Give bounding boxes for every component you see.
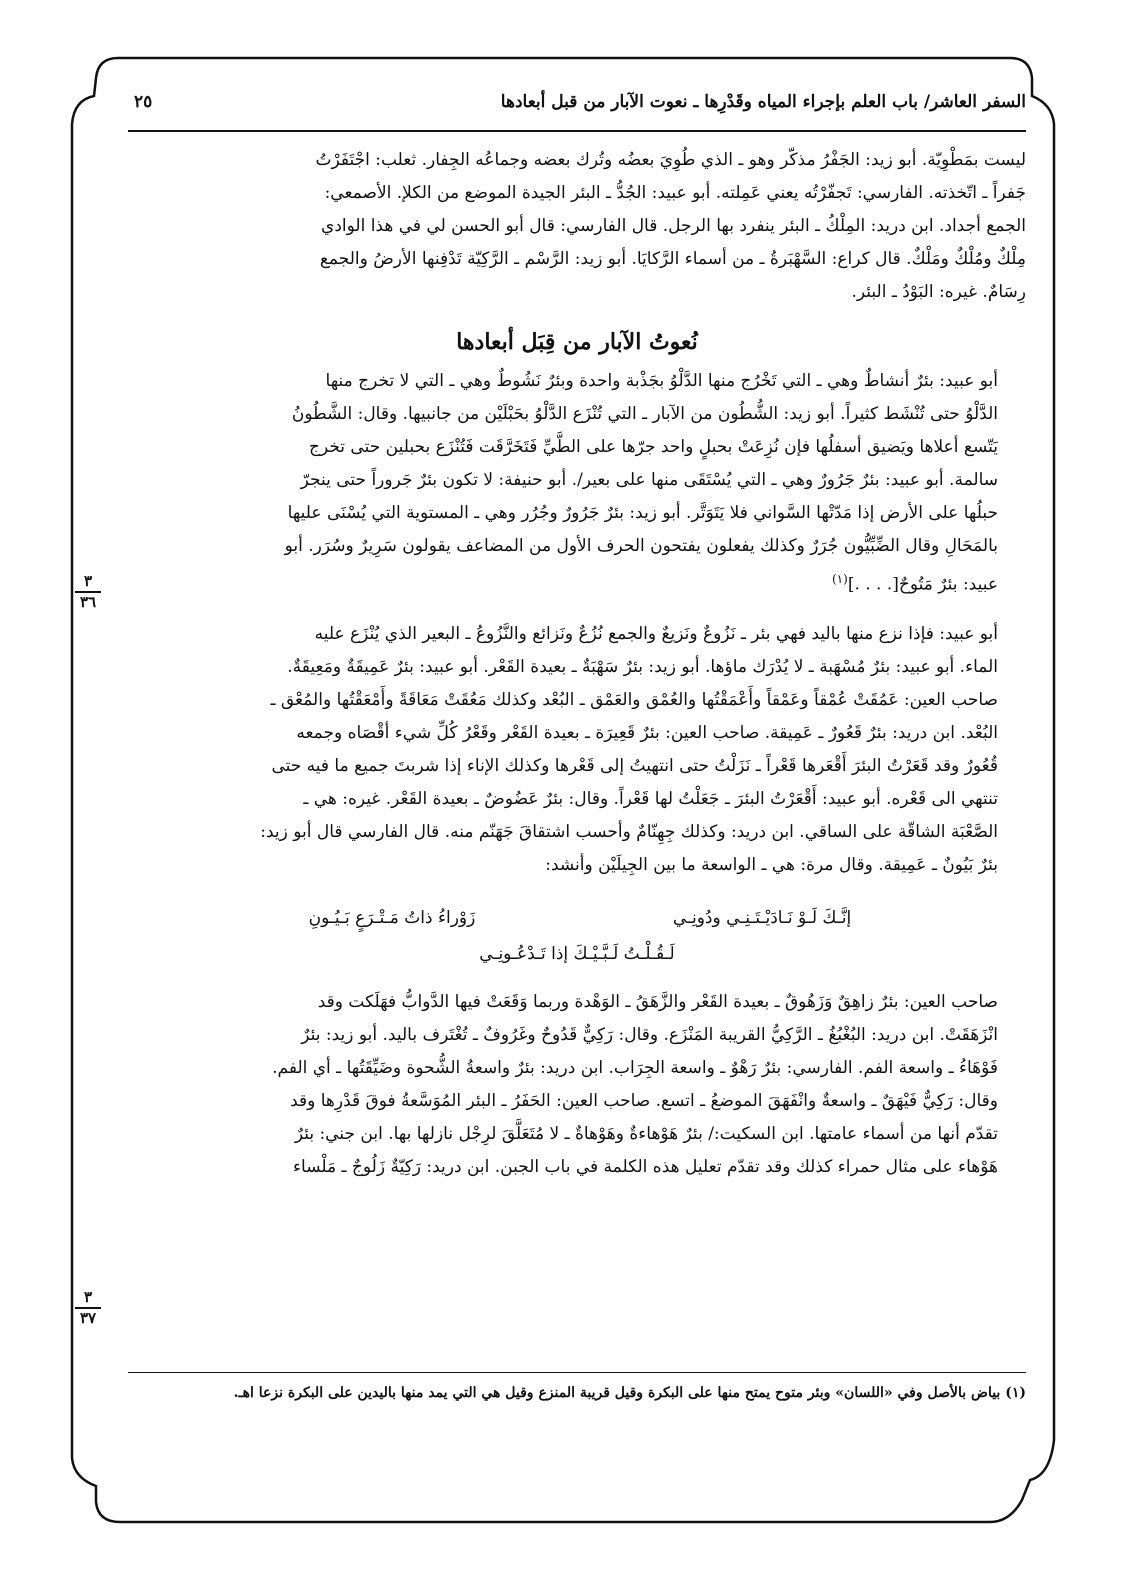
footnote <box>128 1385 1026 1401</box>
verse-hemistich-left: زَوْراءُ ذاتُ مَـتْـرَعٍ بَـيُـونِ <box>308 907 476 928</box>
paragraph-line: بئرٌ بَيُونٌ ـ عَمِيقة. وقال مرة: هي ـ الواسعة ما بين الجِيلَيْن وأنشد: <box>545 854 998 875</box>
paragraph-line: صاحب العين: بئرٌ زاهِقٌ وَزَهُوقٌ ـ بعيدة القَعْر والزَّهَقُ ـ الوَهْدة وربما وَقَعَتْ فيها الدَّوابُّ فهَلَكت وقد <box>317 991 998 1012</box>
verse-line-1 <box>128 900 1026 936</box>
paragraph-line: انْزَهَقَتْ. ابن دريد: البُغْبُغُ ـ الرَّكِيُّ القريبة المَنْزَع. وقال: رَكِيٌّ قَدُوحٌ وغَرُوفٌ ـ تُغْتَرف باليد. أبو زيد: بئرٌ <box>301 1024 998 1045</box>
footnote-rule <box>128 1372 1026 1373</box>
running-header <box>128 86 1026 122</box>
paragraph-line: تقدّم أنها من أسماء عامتها. ابن السكيت:/ بئرٌ هَوْهاءةٌ وهَوْهاةٌ ـ لا مُتَعَلَّقَ لرِجْل نازلها بها. ابن جني: بئرٌ <box>294 1123 998 1144</box>
poem-verse <box>128 900 1026 972</box>
margin-volume: ٣ <box>83 572 93 590</box>
margin-page: ٣٧ <box>79 1309 97 1327</box>
paragraph-line: بالمَحَالِ وقال الضِّبِّيُّون جُرَرٌ وكذلك يفعلون يفتحون الحرف الأول من المضاعف يقولون سَرِيرٌ وسُرَر. أبو <box>284 536 998 556</box>
paragraph-4 <box>128 986 1026 1184</box>
paragraph-3 <box>128 618 1026 882</box>
section-heading: نُعوتُ الآبار من قِبَل أبعادها <box>456 329 698 355</box>
margin-page-reference <box>70 574 106 610</box>
paragraph-line: سالمة. أبو عبيد: بئرٌ جَرُورٌ وهي ـ التي يُسْتَقَى منها على بعير/. أبو حنيفة: لا تكون بئرٌ جَروراً حتى ينجرّ <box>300 470 998 490</box>
paragraph-line: قُعُورٌ وقد قَعَرْتُ البئرَ أَقْعَرها قَعْراً ـ نَزَلْتُ حتى انتهيتُ إلى قَعْرها وكذلك الإناء إذا شربتَ جميع ما فيه حتى <box>271 755 998 776</box>
paragraph-line: ليست بمَطْوِيّة. أبو زيد: الجَفْرُ مذكّر وهو ـ الذي طُوِيَ بعضُه وتُرك بعضه وجماعُه الجِفار. ثعلب: اجْتَفَرْتُ <box>315 150 1026 170</box>
paragraph-line: هَوْهاء على مثال حمراء كذلك وقد تقدّم تعليل هذه الكلمة في باب الجبن. ابن دريد: رَكِيّةٌ زَلُوجٌ ـ مَلْساء <box>293 1156 998 1177</box>
paragraph-line: مِلْكٌ ومُلْكٌ ومَلْكٌ. قال كراع: السَّهْبَرةُ ـ من أسماء الرَّكايَا. أبو زيد: الرَّسْم ـ الرَّكِيّة تَدْفِنها الأرضُ والجمع <box>319 249 1026 269</box>
paragraph-line: البُعْد. ابن دريد: بئرٌ قَعُورٌ ـ عَمِيقة. صاحب العين: بئرٌ قَعِيرَة ـ بعيدة القَعْر وقَعْرُ كُلِّ شيء أقْصَاه وجمعه <box>296 722 998 743</box>
paragraph-line: صاحب العين: عَمُقَتْ عُمْقاً وعَمْقاً وأَعْمَقْتُها والعُمْق والعَمْق ـ البُعْد وكذلك مَعُقَتْ مَعَاقَةً وأَمْعَقْتُها والمُعْق ـ <box>270 689 998 710</box>
paragraph-line: تنتهي الى قَعْره. أبو عبيد: أَقْعَرْتُ البئرَ ـ جَعَلْتُ لها قَعْراً. وقال: بئرٌ عَضُوضٌ ـ بعيدة القَعْر. غيره: هي ـ <box>303 788 998 809</box>
paragraph-line: يَتّسع أعلاها ويَضيق أسفلُها فإن نُزِعَتْ بحبلٍ واحد جرّها على الطَّيِّ فَتَخَرَّقَت فَتُنْزَع بحبلين حتى تخرج <box>308 437 998 457</box>
paragraph-line: الجمع أجداد. ابن دريد: المِلْكُ ـ البئر ينفرد بها الرجل. قال الفارسي: قال أبو الحسن لي في هذا الوادي <box>321 216 1026 236</box>
paragraph-line: حبلُها على الأرض إذا مَدّتْها السَّواني فلا يَتَوَتَّر. أبو زيد: بئرٌ جَرُورٌ وجُرُر وهي ـ المستوية التي يُسْنَى عليها <box>287 503 998 523</box>
paragraph-line: أبو عبيد: بئرٌ أنشاطٌ وهي ـ التي تَخْرُج منها الدَّلْوُ بجَذْبة واحدة وبئرٌ نَشُوطٌ وهي ـ التي لا تخرج منها <box>325 371 998 391</box>
page-number: ٢٥ <box>134 92 153 112</box>
footnote-reference: (١) <box>831 572 848 586</box>
header-rule <box>128 130 1026 132</box>
margin-page: ٣٦ <box>79 593 97 611</box>
paragraph-line: الدَّلْوُ حتى تُنْشَط كثيراً. أبو زيد: الشُّطُون من الآبار ـ التي تُنْزَع الدَّلْوُ بحَبْلَيْن من جانبيها. وقال: الشَّطُونُ <box>291 404 998 424</box>
paragraph-line: الماء. أبو عبيد: بئرٌ مُسْهَبة ـ لا يُدْرَك ماؤها. أبو زيد: بئرٌ سَهْبَةٌ ـ بعيدة القَعْر. أبو عبيد: بئرٌ عَمِيقَةٌ ومَعِيقَةٌ. <box>287 656 998 677</box>
verse-hemistich-right: إنَّـكَ لَـوْ نَـادَيْـتَـنِـي ودُونِـي <box>672 907 852 928</box>
paragraph-line: رِسَامٌ. غيره: البَوْدُ ـ البئر. <box>851 282 1026 302</box>
margin-volume: ٣ <box>83 1288 93 1306</box>
paragraph-line: وقال: رَكِيٌّ فَيْهَقٌ ـ واسعةٌ وانْفَهَقَ الموضعُ ـ اتسع. صاحب العين: الحَفَرُ ـ البئر المُوَسَّعةُ فوقَ قَدْرِها وقد <box>290 1090 998 1111</box>
paragraph-1 <box>128 144 1026 309</box>
paragraph-line: أبو عبيد: فإذا نزع منها باليد فهي بئر ـ نَزُوعٌ ونَزيعٌ والجمع نُزُعٌ ونَزائع والنَّزُوعُ ـ البعير الذي يُنْزَع عليه <box>314 623 998 644</box>
footnote-marker: (١) <box>1005 1385 1026 1401</box>
running-title: السفر العاشر/ باب العلم بإجراء المياه وقَدْرِها ـ نعوت الآبار من قبل أبعادها <box>500 92 1026 112</box>
page-body <box>128 86 1026 1184</box>
paragraph-line: جَفراً ـ اتّخذته. الفارسي: تَجفّرْتُه يعني عَمِلته. أبو عبيد: الجُدُّ ـ البئر الجيدة الموضع من الكلإ. الأصمعي: <box>324 183 1026 203</box>
paragraph-line: الصَّعْبَة الشاقّة على الساقي. ابن دريد: وكذلك جِهِنّامٌ وأحسب اشتقاقَ جَهَنّم منه. قال الفارسي قال أبو زيد: <box>260 821 998 842</box>
verse-hemistich: لَـقُـلْـتُ لَـبَّـيْـكَ إذا تَـدْعُـونِـي <box>479 943 675 964</box>
verse-line-2 <box>128 936 1026 972</box>
paragraph-2 <box>128 365 1026 602</box>
paragraph-line-text: عبيد: بئرٌ مَتُوحٌ[. . . .] <box>847 574 998 595</box>
paragraph-line: فَوْهَاءُ ـ واسعة الفم. الفارسي: بئرٌ رَهْوٌ ـ واسعة الجِرَاب. ابن دريد: بئرٌ واسعةُ الشُّحوة وضَيِّقَتُها ـ أي الفم. <box>272 1057 998 1078</box>
margin-page-reference <box>70 1290 106 1326</box>
paragraph-line <box>128 563 1026 602</box>
footnote-text: بياض بالأصل وفي «اللسان» وبئر متوح يمتح منها على البكرة وقيل قريبة المنزع وقيل هي التي يمد منها باليدين على البكرة نزعا اهـ. <box>233 1385 1001 1401</box>
